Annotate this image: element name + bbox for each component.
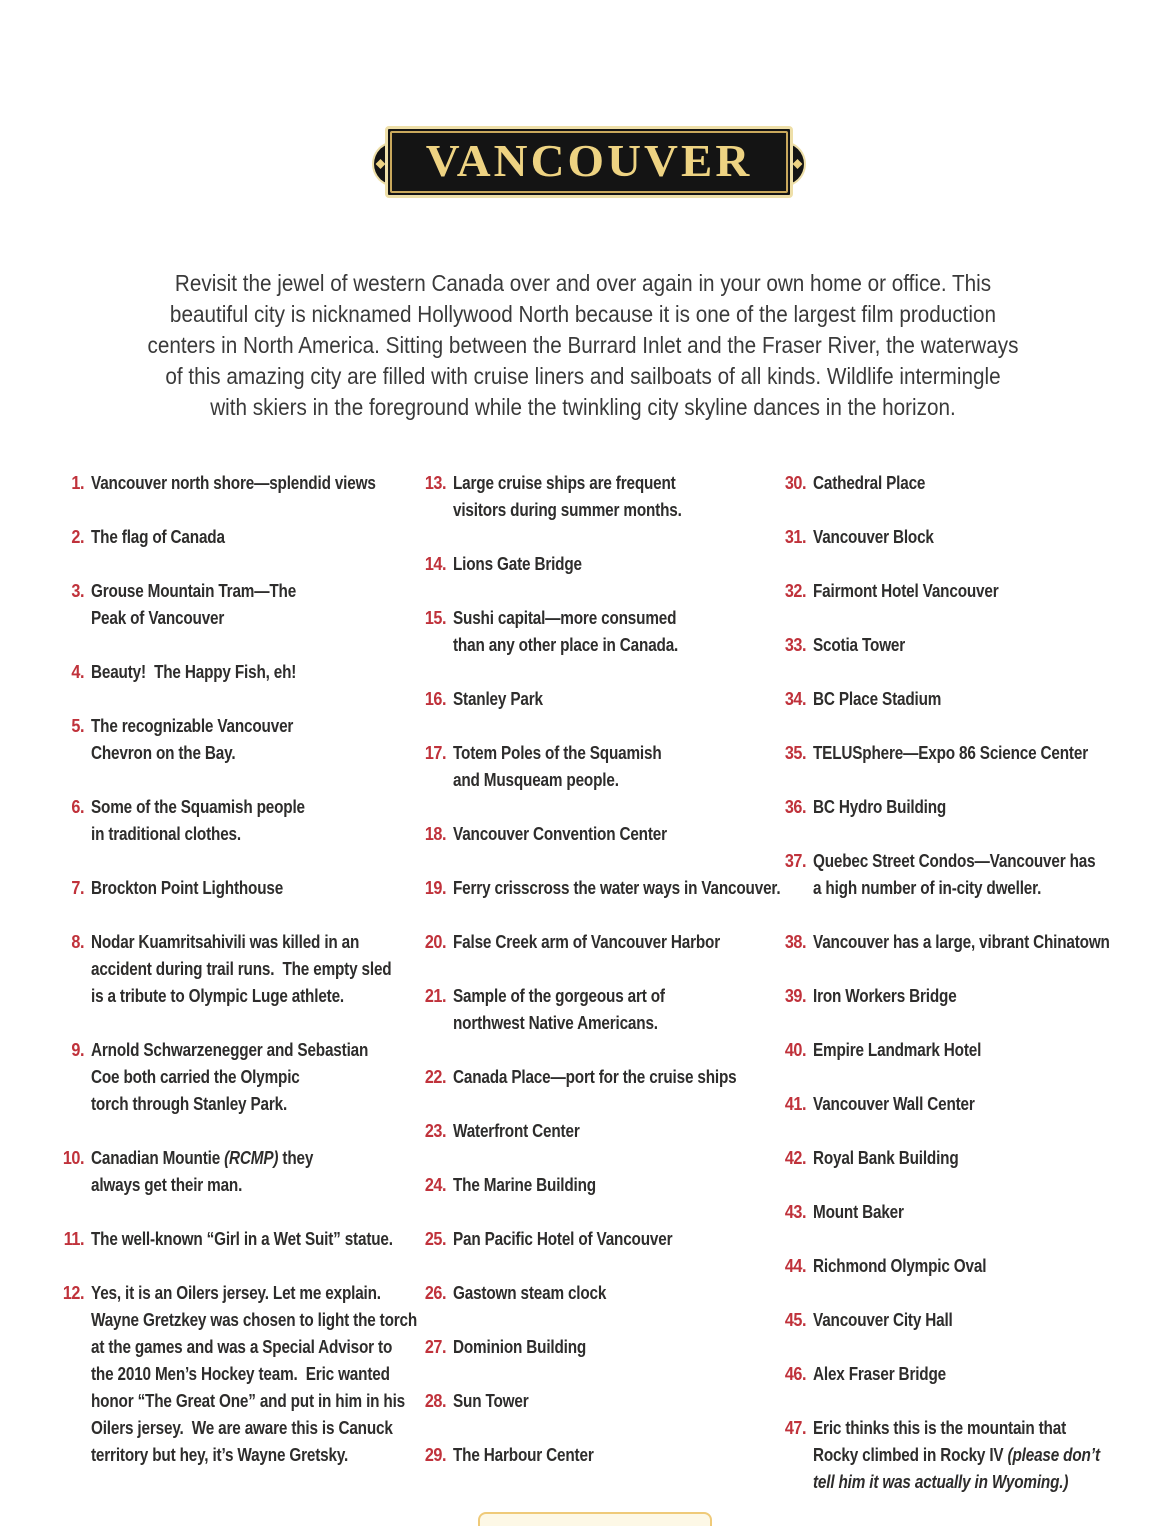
- list-item-21: [420, 983, 782, 1037]
- item-number: 10.: [62, 1148, 84, 1168]
- item-text: Mount Baker: [813, 1202, 904, 1222]
- item-text: Cathedral Place: [813, 473, 926, 493]
- intro-line: centers in North America. Sitting between the Burrard Inlet and the Fraser River, the waterways: [147, 332, 1019, 358]
- item-number: 3.: [71, 581, 84, 601]
- item-text: Empire Landmark Hotel: [813, 1040, 982, 1060]
- item-number: 14.: [424, 554, 446, 574]
- item-text: Lions Gate Bridge: [453, 554, 582, 574]
- list-item-23: [420, 1118, 782, 1145]
- item-text: Scotia Tower: [813, 635, 906, 655]
- item-number: 12.: [62, 1283, 84, 1303]
- item-text: Vancouver City Hall: [813, 1310, 953, 1330]
- list-column-1: [58, 470, 420, 1496]
- list-item-17: [420, 740, 782, 794]
- list-item-29: [420, 1442, 782, 1469]
- item-text: Large cruise ships are frequent visitors during summer months.: [453, 473, 682, 520]
- item-number: 38.: [784, 932, 806, 952]
- item-text: BC Place Stadium: [813, 689, 942, 709]
- list-item-40: [780, 1037, 1166, 1064]
- item-number: 35.: [784, 743, 806, 763]
- list-item-4: [58, 659, 420, 686]
- item-text: Royal Bank Building: [813, 1148, 959, 1168]
- item-number: 41.: [784, 1094, 806, 1114]
- list-item-37: [780, 848, 1166, 902]
- item-text: Sample of the gorgeous art of northwest Native Americans.: [453, 986, 665, 1033]
- item-text: Dominion Building: [453, 1337, 587, 1357]
- item-number: 43.: [784, 1202, 806, 1222]
- list-item-5: [58, 713, 420, 767]
- item-text: Canadian Mountie (RCMP) they always get their man.: [91, 1148, 314, 1195]
- list-item-15: [420, 605, 782, 659]
- list-item-16: [420, 686, 782, 713]
- item-text: Vancouver Convention Center: [453, 824, 667, 844]
- item-text: False Creek arm of Vancouver Harbor: [453, 932, 721, 952]
- list-item-39: [780, 983, 1166, 1010]
- item-number: 1.: [71, 473, 84, 493]
- item-text: Alex Fraser Bridge: [813, 1364, 946, 1384]
- intro-line: beautiful city is nicknamed Hollywood North because it is one of the largest film production: [169, 301, 997, 327]
- list-item-45: [780, 1307, 1166, 1334]
- list-item-14: [420, 551, 782, 578]
- item-number: 24.: [424, 1175, 446, 1195]
- intro-line: with skiers in the foreground while the twinkling city skyline dances in the horizon.: [210, 394, 956, 420]
- list-item-19: [420, 875, 782, 902]
- partial-plaque-bottom: [478, 1512, 712, 1526]
- list-item-13: [420, 470, 782, 524]
- item-text: Eric thinks this is the mountain that Rocky climbed in Rocky IV (please don’t tell him it was actually in Wyoming.): [813, 1418, 1100, 1492]
- item-number: 30.: [784, 473, 806, 493]
- list-item-8: [58, 929, 420, 1010]
- item-number: 20.: [424, 932, 446, 952]
- item-number: 45.: [784, 1310, 806, 1330]
- item-number: 31.: [784, 527, 806, 547]
- item-number: 27.: [424, 1337, 446, 1357]
- item-number: 36.: [784, 797, 806, 817]
- item-number: 21.: [424, 986, 446, 1006]
- list-item-33: [780, 632, 1166, 659]
- list-item-44: [780, 1253, 1166, 1280]
- item-text: Beauty! The Happy Fish, eh!: [91, 662, 297, 682]
- list-item-2: [58, 524, 420, 551]
- item-number: 47.: [784, 1418, 806, 1438]
- item-number: 26.: [424, 1283, 446, 1303]
- item-text: Waterfront Center: [453, 1121, 580, 1141]
- list-item-1: [58, 470, 420, 497]
- list-item-38: [780, 929, 1166, 956]
- item-number: 6.: [71, 797, 84, 817]
- item-number: 7.: [71, 878, 84, 898]
- list-item-28: [420, 1388, 782, 1415]
- list-item-7: [58, 875, 420, 902]
- item-number: 22.: [424, 1067, 446, 1087]
- list-item-35: [780, 740, 1166, 767]
- list-item-31: [780, 524, 1166, 551]
- item-number: 46.: [784, 1364, 806, 1384]
- item-number: 37.: [784, 851, 806, 871]
- list-item-3: [58, 578, 420, 632]
- list-item-43: [780, 1199, 1166, 1226]
- item-text: TELUSphere—Expo 86 Science Center: [813, 743, 1088, 763]
- item-text: Yes, it is an Oilers jersey. Let me explain. Wayne Gretzkey was chosen to light the torch at the games and was a Special Advisor to the 2010 Men’s Hockey team. Eric wanted honor “The Great One” and put in him in his Oilers jersey. We are aware this is Canuck territory but hey, it’s Wayne Gretsky.: [91, 1283, 418, 1465]
- item-text: Totem Poles of the Squamish and Musqueam people.: [453, 743, 662, 790]
- item-text: Nodar Kuamritsahivili was killed in an accident during trail runs. The empty sled is a tribute to Olympic Luge athlete.: [91, 932, 392, 1006]
- item-text: Quebec Street Condos—Vancouver has a high number of in-city dweller.: [813, 851, 1096, 898]
- item-text: The well-known “Girl in a Wet Suit” statue.: [91, 1229, 393, 1249]
- list-item-24: [420, 1172, 782, 1199]
- title-plaque-body: [385, 126, 793, 198]
- item-number: 17.: [424, 743, 446, 763]
- item-number: 11.: [63, 1229, 84, 1249]
- list-item-12: [58, 1280, 420, 1469]
- list-item-6: [58, 794, 420, 848]
- item-number: 40.: [784, 1040, 806, 1060]
- item-number: 25.: [424, 1229, 446, 1249]
- list-item-42: [780, 1145, 1166, 1172]
- item-number: 19.: [424, 878, 446, 898]
- item-number: 2.: [71, 527, 84, 547]
- list-item-22: [420, 1064, 782, 1091]
- item-text: Arnold Schwarzenegger and Sebastian Coe both carried the Olympic torch through Stanley Park.: [91, 1040, 369, 1114]
- item-text: Vancouver Wall Center: [813, 1094, 975, 1114]
- item-number: 16.: [424, 689, 446, 709]
- list-item-26: [420, 1280, 782, 1307]
- item-text: Canada Place—port for the cruise ships: [453, 1067, 737, 1087]
- item-text: Grouse Mountain Tram—The Peak of Vancouver: [91, 581, 297, 628]
- item-text: Vancouver has a large, vibrant Chinatown: [813, 932, 1110, 952]
- item-text: The flag of Canada: [91, 527, 225, 547]
- list-item-46: [780, 1361, 1166, 1388]
- intro-line: of this amazing city are filled with cruise liners and sailboats of all kinds. Wildlife intermingle: [165, 363, 1001, 389]
- item-text: The Harbour Center: [453, 1445, 594, 1465]
- list-column-3: [780, 470, 1166, 1523]
- item-number: 42.: [784, 1148, 806, 1168]
- list-item-34: [780, 686, 1166, 713]
- item-number: 9.: [71, 1040, 84, 1060]
- item-number: 33.: [784, 635, 806, 655]
- list-item-18: [420, 821, 782, 848]
- page-title: VANCOUVER: [425, 134, 753, 186]
- list-item-41: [780, 1091, 1166, 1118]
- item-text: Vancouver north shore—splendid views: [91, 473, 376, 493]
- item-text: Pan Pacific Hotel of Vancouver: [453, 1229, 673, 1249]
- item-text: Sun Tower: [453, 1391, 529, 1411]
- item-number: 29.: [424, 1445, 446, 1465]
- list-item-47: [780, 1415, 1166, 1496]
- item-text: Sushi capital—more consumed than any other place in Canada.: [453, 608, 679, 655]
- item-text: Richmond Olympic Oval: [813, 1256, 987, 1276]
- item-text: Gastown steam clock: [453, 1283, 607, 1303]
- list-item-10: [58, 1145, 420, 1199]
- item-number: 28.: [424, 1391, 446, 1411]
- item-text: BC Hydro Building: [813, 797, 947, 817]
- item-text: Fairmont Hotel Vancouver: [813, 581, 999, 601]
- item-number: 5.: [71, 716, 84, 736]
- item-number: 15.: [424, 608, 446, 628]
- list-item-20: [420, 929, 782, 956]
- list-item-36: [780, 794, 1166, 821]
- list-item-30: [780, 470, 1166, 497]
- item-number: 23.: [424, 1121, 446, 1141]
- item-text: The recognizable Vancouver Chevron on the Bay.: [91, 716, 294, 763]
- title-plaque: [385, 126, 793, 198]
- item-text: The Marine Building: [453, 1175, 596, 1195]
- item-text: Brockton Point Lighthouse: [91, 878, 284, 898]
- item-text: Some of the Squamish people in traditional clothes.: [91, 797, 305, 844]
- list-item-32: [780, 578, 1166, 605]
- item-text: Ferry crisscross the water ways in Vancouver.: [453, 878, 781, 898]
- item-number: 32.: [784, 581, 806, 601]
- intro-line: Revisit the jewel of western Canada over and over again in your own home or office. This: [174, 270, 992, 296]
- list-item-9: [58, 1037, 420, 1118]
- item-number: 8.: [71, 932, 84, 952]
- list-column-2: [420, 470, 782, 1496]
- item-number: 34.: [784, 689, 806, 709]
- list-item-27: [420, 1334, 782, 1361]
- item-number: 18.: [424, 824, 446, 844]
- list-item-11: [58, 1226, 420, 1253]
- item-text: Stanley Park: [453, 689, 543, 709]
- item-number: 13.: [424, 473, 446, 493]
- item-text: Iron Workers Bridge: [813, 986, 957, 1006]
- list-item-25: [420, 1226, 782, 1253]
- item-number: 39.: [784, 986, 806, 1006]
- item-text: Vancouver Block: [813, 527, 934, 547]
- item-number: 44.: [784, 1256, 806, 1276]
- item-number: 4.: [71, 662, 84, 682]
- intro-paragraph: [0, 268, 1166, 423]
